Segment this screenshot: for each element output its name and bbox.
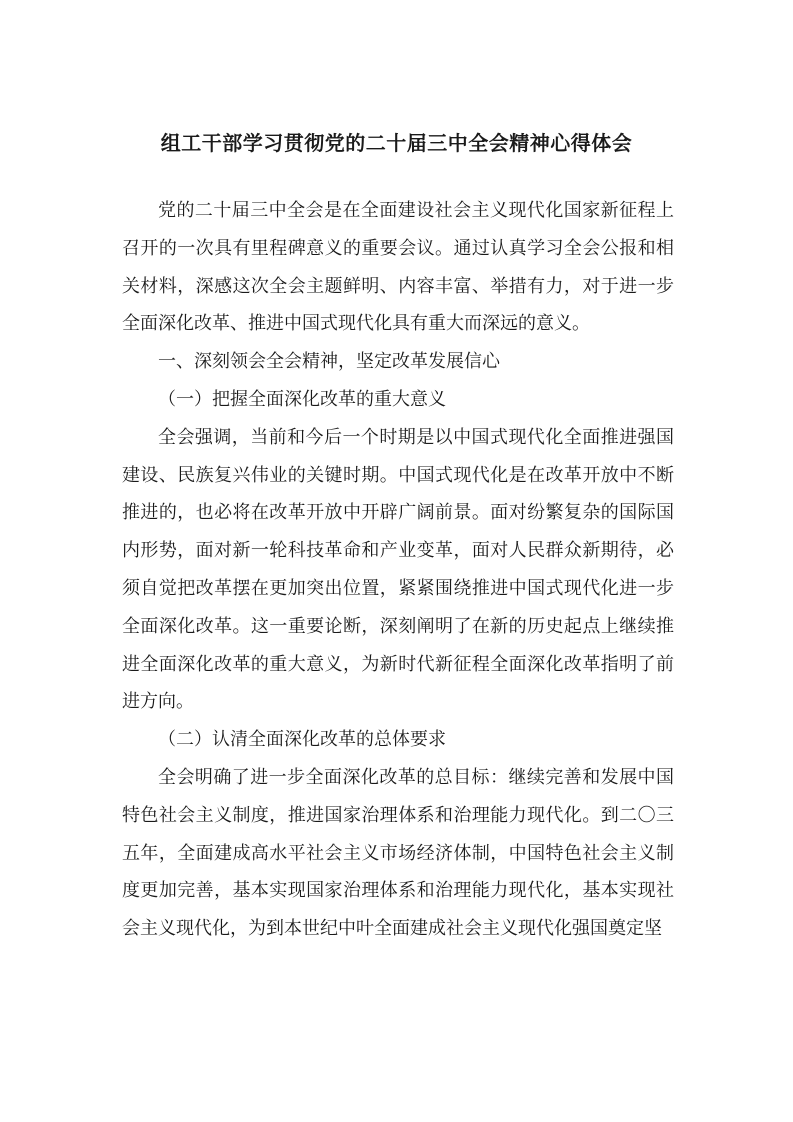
intro-paragraph: 党的二十届三中全会是在全面建设社会主义现代化国家新征程上召开的一次具有里程碑意义的重要会议。通过认真学习全会公报和相关材料，深感这次全会主题鲜明、内容丰富、举措有力，对于进一步全面深化改革、推进中国式现代化具有重大而深远的意义。	[122, 200, 674, 335]
section-heading-1: 一、深刻领会全会精神，坚定改革发展信心	[158, 351, 500, 373]
subsection-2-paragraph: 全会明确了进一步全面深化改革的总目标：继续完善和发展中国特色社会主义制度，推进国家治理体系和治理能力现代化。到二〇三五年，全面建成高水平社会主义市场经济体制，中国特色社会主义制度更加完善，基本实现国家治理体系和治理能力现代化，基本实现社会主义现代化，为到本世纪中叶全面建成社会主义现代化强国奠定坚	[122, 766, 674, 940]
subsection-heading-1: （一）把握全面深化改革的重大意义	[158, 388, 446, 410]
subsection-heading-2: （二）认清全面深化改革的总体要求	[158, 729, 446, 751]
document-title: 组工干部学习贯彻党的二十届三中全会精神心得体会	[160, 131, 633, 155]
subsection-1-paragraph: 全会强调，当前和今后一个时期是以中国式现代化全面推进强国建设、民族复兴伟业的关键时期。中国式现代化是在改革开放中不断推进的，也必将在改革开放中开辟广阔前景。面对纷繁复杂的国际国内形势，面对新一轮科技革命和产业变革，面对人民群众新期待，必须自觉把改革摆在更加突出位置，紧紧围绕推进中国式现代化进一步全面深化改革。这一重要论断，深刻阐明了在新的历史起点上继续推进全面深化改革的重大意义，为新时代新征程全面深化改革指明了前进方向。	[122, 426, 674, 713]
document-body	[122, 192, 674, 948]
